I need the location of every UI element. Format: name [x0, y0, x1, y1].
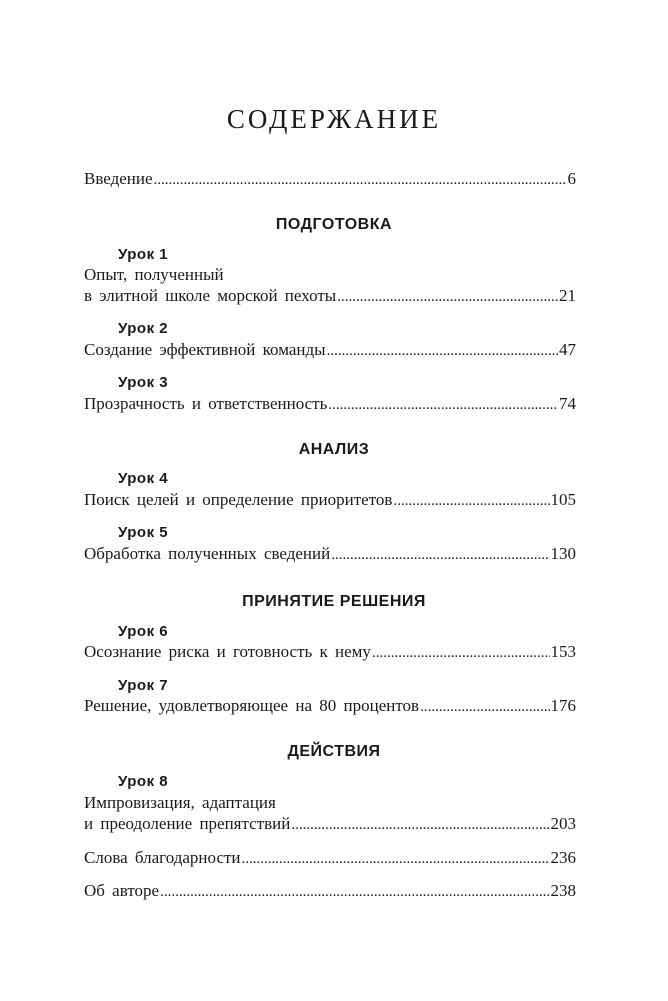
toc-entry-lesson-4[interactable]: [84, 489, 576, 511]
toc-entry-text: Опыт, полученный: [84, 265, 224, 284]
toc-entry-intro[interactable]: [84, 168, 576, 190]
dot-leader: [337, 286, 558, 308]
toc-page-number: 74: [559, 394, 576, 413]
toc-entry-text: Прозрачность и ответственность: [84, 394, 328, 413]
toc-page-number: 6: [567, 169, 576, 188]
toc-entry-text: Осознание риска и готовность к нему: [84, 642, 371, 661]
toc-entry-text: Импровизация, адаптация: [84, 793, 276, 812]
toc-entry-lesson-2[interactable]: [84, 339, 576, 361]
dot-leader: [327, 340, 558, 362]
toc-page-number: 176: [550, 696, 576, 715]
dot-leader: [420, 696, 549, 718]
lesson-label: Урок 3: [118, 374, 169, 391]
dot-leader: [160, 881, 549, 903]
toc-page-number: 21: [559, 286, 576, 305]
lesson-label: Урок 7: [118, 677, 169, 694]
toc-page-number: 153: [550, 642, 576, 661]
toc-entry-text: Введение: [84, 169, 153, 188]
lesson-label: Урок 2: [118, 320, 169, 337]
toc-entry-about-author[interactable]: [84, 880, 576, 902]
toc-entry-acknowledgements[interactable]: [84, 847, 576, 869]
section-heading: ДЕЙСТВИЯ: [287, 743, 381, 760]
toc-page-number: 236: [550, 848, 576, 867]
lesson-label: Урок 8: [118, 773, 169, 790]
toc-entry-text: Обработка полученных сведений: [84, 544, 331, 563]
dot-leader: [291, 814, 549, 836]
dot-leader: [393, 490, 549, 512]
toc-page-number: 203: [550, 814, 576, 833]
dot-leader: [242, 848, 550, 870]
toc-page-number: 105: [550, 490, 576, 509]
toc-entry-lesson-8[interactable]: [84, 813, 576, 835]
toc-entry-text: Об авторе: [84, 881, 160, 900]
lesson-label: Урок 4: [118, 470, 169, 487]
dot-leader: [372, 642, 550, 664]
toc-entry-text: и преодоление препятствий: [84, 814, 291, 833]
toc-entry-text: в элитной школе морской пехоты: [84, 286, 337, 305]
page-title: СОДЕРЖАНИЕ: [226, 104, 442, 134]
toc-entry-text: Слова благодарности: [84, 848, 241, 867]
toc-entry-text: Создание эффективной команды: [84, 340, 326, 359]
section-heading: ПРИНЯТИЕ РЕШЕНИЯ: [242, 593, 426, 610]
toc-page-number: 47: [559, 340, 576, 359]
dot-leader: [331, 544, 549, 566]
toc-page-number: 238: [550, 881, 576, 900]
toc-entry-lesson-6[interactable]: [84, 641, 576, 663]
toc-entry-lesson-7[interactable]: [84, 695, 576, 717]
dot-leader: [154, 169, 567, 191]
dot-leader: [328, 394, 558, 416]
lesson-label: Урок 6: [118, 623, 169, 640]
toc-page-number: 130: [550, 544, 576, 563]
toc-entry-lesson-5[interactable]: [84, 543, 576, 565]
lesson-label: Урок 1: [118, 246, 169, 263]
toc-entry-text: Поиск целей и определение приоритетов: [84, 490, 393, 509]
lesson-label: Урок 5: [118, 524, 169, 541]
section-heading: АНАЛИЗ: [298, 441, 370, 458]
section-heading: ПОДГОТОВКА: [275, 216, 393, 233]
toc-entry-lesson-3[interactable]: [84, 393, 576, 415]
toc-entry-lesson-1[interactable]: [84, 285, 576, 307]
toc-entry-text: Решение, удовлетворяющее на 80 процентов: [84, 696, 420, 715]
